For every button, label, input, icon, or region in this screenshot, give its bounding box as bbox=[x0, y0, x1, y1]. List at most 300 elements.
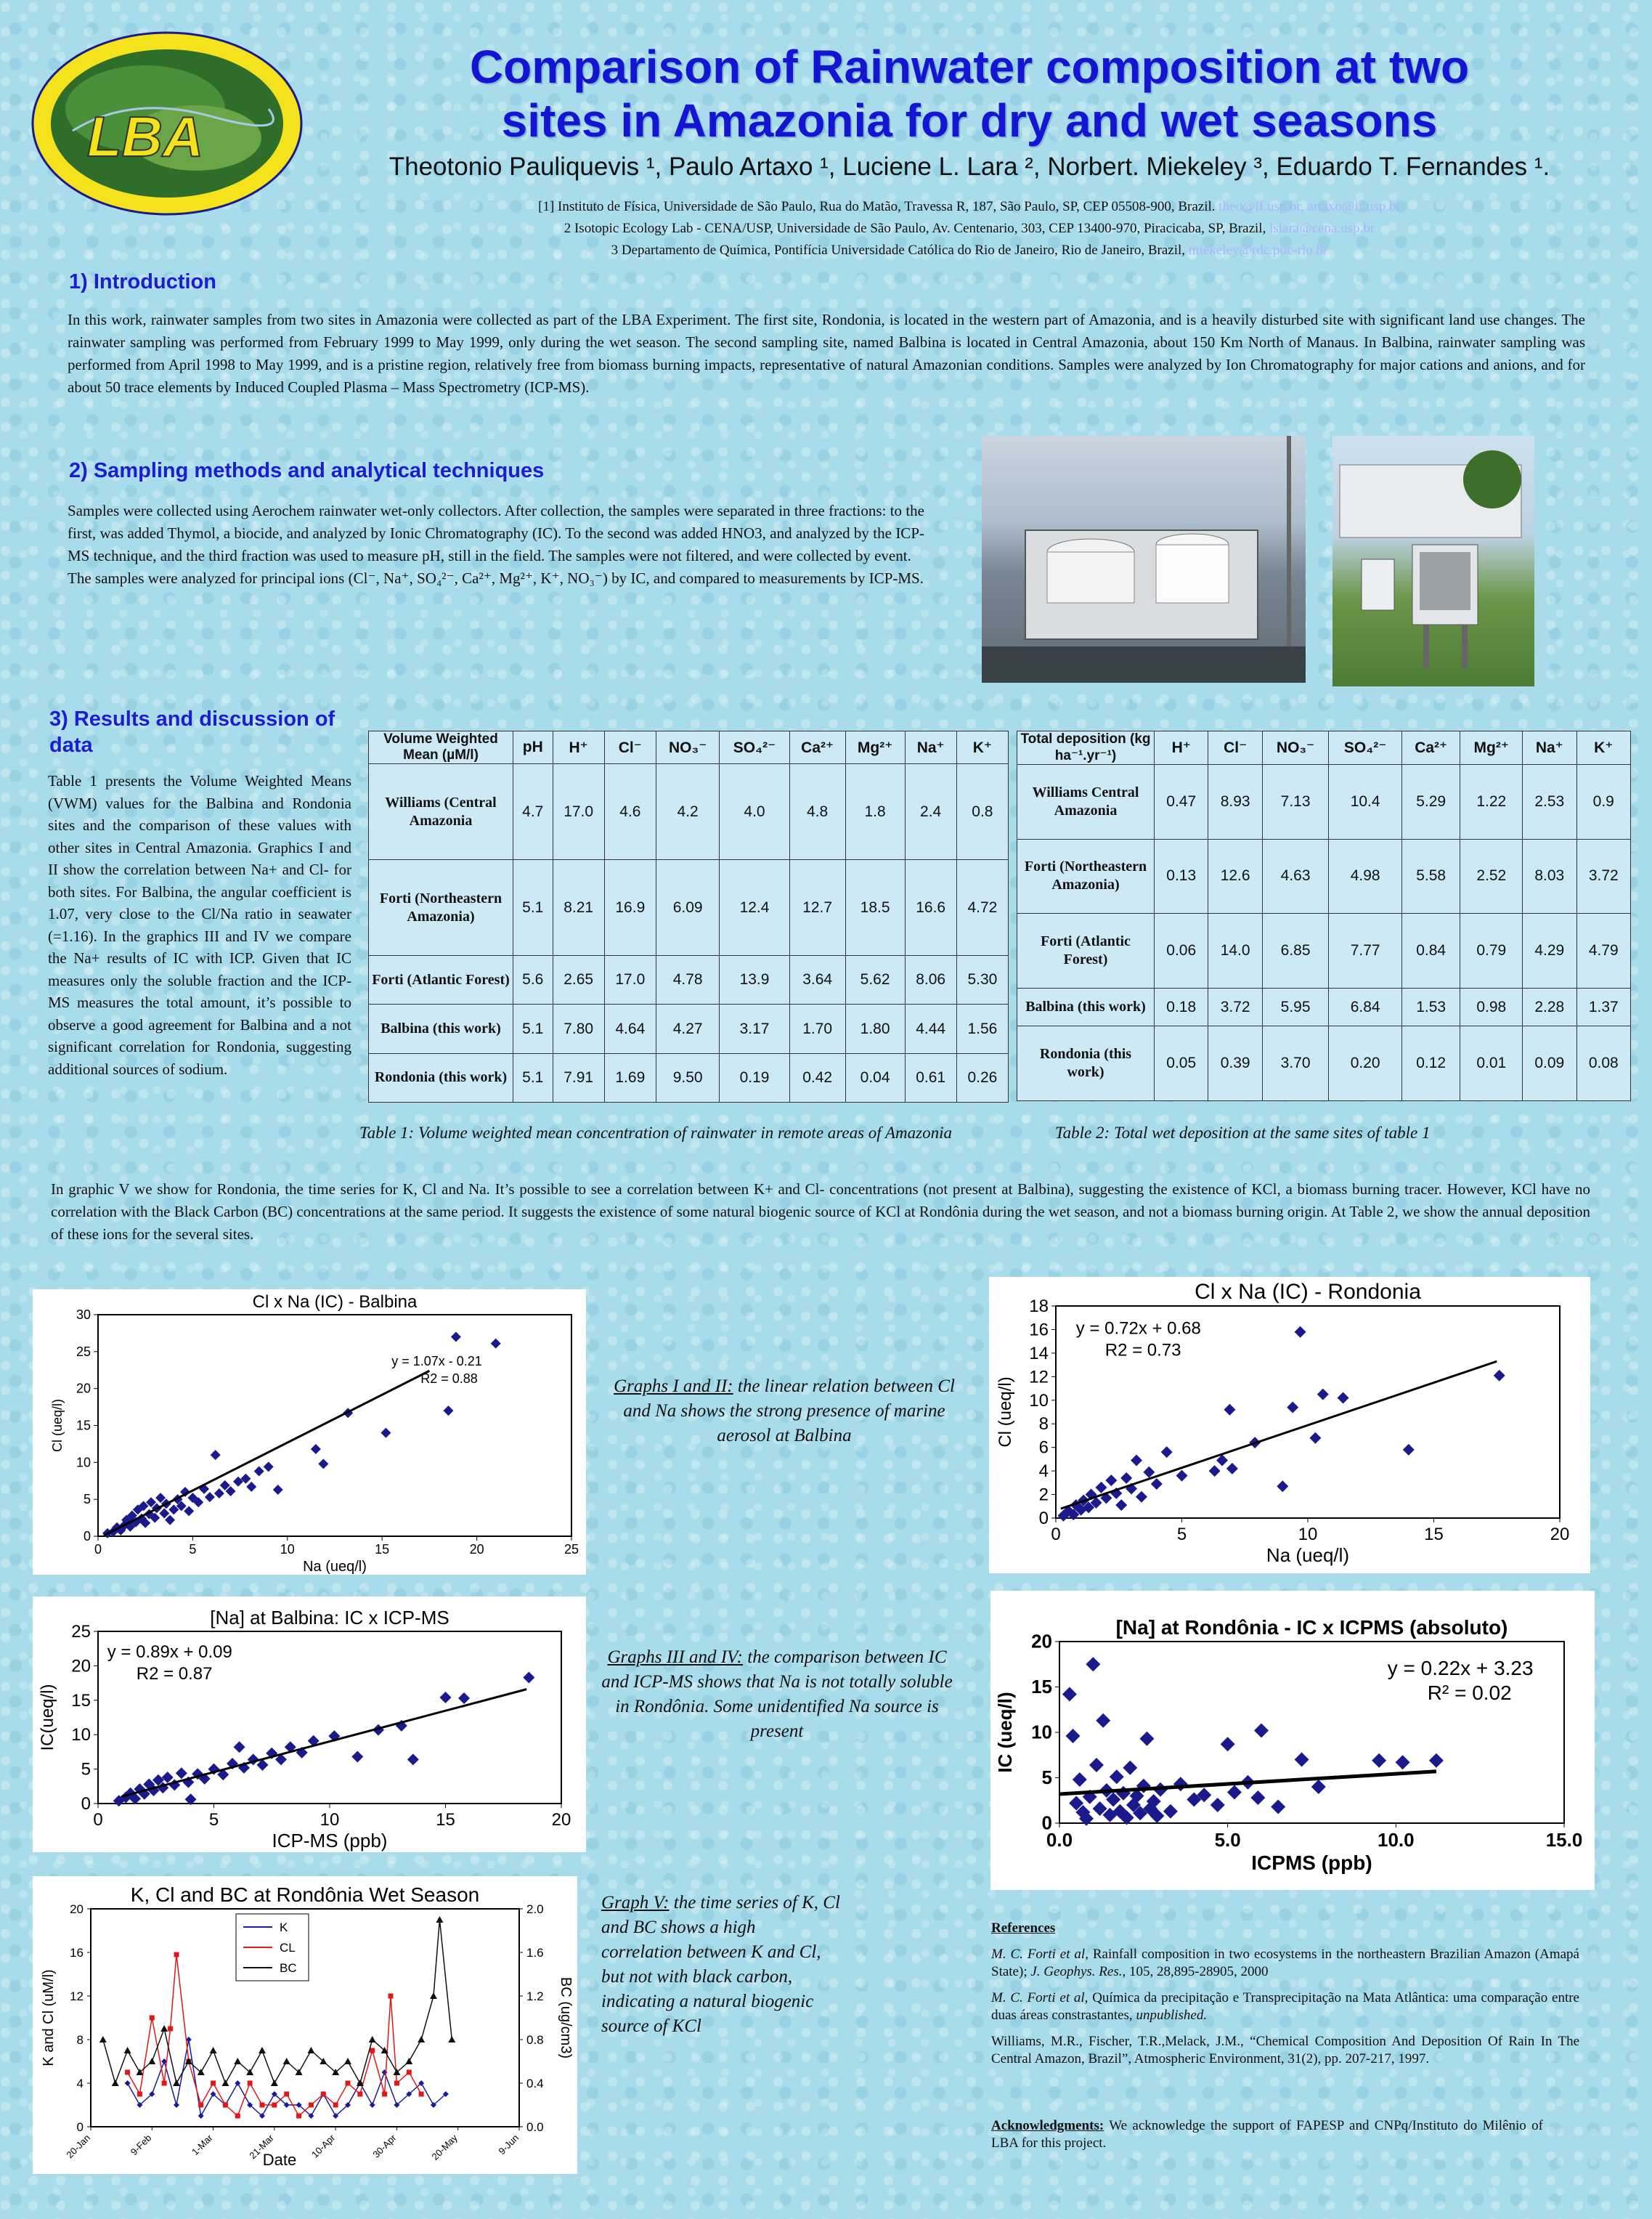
reference-2-tail: unpublished. bbox=[1136, 2008, 1208, 2023]
data-point bbox=[1403, 1444, 1415, 1456]
table-row bbox=[1017, 765, 1631, 840]
y-tick-label: 30 bbox=[76, 1307, 91, 1322]
table-value-cell: 9.50 bbox=[656, 1053, 719, 1102]
y-tick-label: 12 bbox=[70, 1989, 84, 2003]
data-point bbox=[223, 2103, 228, 2108]
data-point bbox=[1311, 1780, 1326, 1794]
data-point bbox=[162, 1772, 174, 1783]
data-point bbox=[1096, 1713, 1110, 1728]
data-point bbox=[370, 2048, 375, 2053]
data-point bbox=[1227, 1785, 1242, 1800]
photo-collector-closeup bbox=[982, 436, 1306, 683]
data-point bbox=[1250, 1790, 1265, 1805]
table-value-cell: 5.1 bbox=[513, 1005, 553, 1053]
x-tick-label: 5.0 bbox=[1214, 1829, 1241, 1851]
table-value-cell: 8.03 bbox=[1523, 839, 1576, 914]
data-point bbox=[254, 1467, 264, 1477]
y-tick-label: 14 bbox=[1029, 1343, 1049, 1363]
table-value-cell: 4.6 bbox=[604, 764, 656, 860]
table-value-cell: 17.0 bbox=[604, 956, 656, 1005]
graphs-3-4-note bbox=[595, 1645, 959, 1744]
table-value-cell: 4.98 bbox=[1329, 839, 1402, 914]
x-tick-label: 30-Apr bbox=[370, 2132, 399, 2160]
table2-header-6: Mg²⁺ bbox=[1460, 731, 1523, 765]
x-tick-label: 25 bbox=[563, 1542, 579, 1557]
data-point bbox=[1131, 1455, 1142, 1467]
chart-k-cl-bc-timeseries bbox=[33, 1876, 577, 2174]
affiliation-3-email[interactable]: miekeley@rdc.puc-rio.br bbox=[1188, 243, 1328, 258]
data-point bbox=[162, 2081, 167, 2086]
table-value-cell: 0.09 bbox=[1523, 1026, 1576, 1101]
table-value-cell: 0.84 bbox=[1401, 914, 1460, 989]
table2-header-1: H⁺ bbox=[1155, 731, 1208, 765]
table-row bbox=[1017, 1026, 1631, 1101]
reference-3: Williams, M.R., Fischer, T.R.,Melack, J.M., “Chemical Composition And Deposition Of Rain In The Central Amazon, Brazil”, Atmospheric Environment, 31(2), pp. 207-217, 1997. bbox=[991, 2034, 1579, 2066]
y2-tick-label: 1.6 bbox=[526, 1946, 544, 1960]
data-point bbox=[311, 1444, 321, 1454]
table-value-cell: 1.80 bbox=[845, 1005, 905, 1053]
data-point bbox=[344, 2058, 351, 2064]
chart-title: [Na] at Rondônia - IC x ICPMS (absoluto) bbox=[1115, 1616, 1508, 1639]
data-point bbox=[418, 2036, 425, 2042]
table-value-cell: 12.6 bbox=[1208, 839, 1262, 914]
table-value-cell: 7.13 bbox=[1262, 765, 1328, 840]
methods-paragraph-1: Samples were collected using Aerochem rainwater wet-only collectors. After collection, the samples were separated in three fractions: to the first, was added Thymol, a biocide, and analyzed by Ionic Chromatography (IC). To the second was added HNO3, and analyzed by the ICP-MS technique, and the third fraction was used to measure pH, still in the field. The samples were not filtered, and were collected by event. bbox=[68, 502, 924, 564]
data-point bbox=[273, 1485, 283, 1495]
data-point bbox=[1295, 1753, 1309, 1767]
reference-1 bbox=[991, 1946, 1579, 1981]
x-tick-label: 10 bbox=[1298, 1525, 1318, 1544]
data-point bbox=[1161, 1446, 1173, 1458]
data-point bbox=[1151, 1478, 1163, 1490]
table-value-cell: 4.2 bbox=[656, 764, 719, 860]
data-point bbox=[1338, 1392, 1349, 1404]
y-tick-label: 18 bbox=[1029, 1297, 1049, 1316]
table-value-cell: 16.9 bbox=[604, 860, 656, 956]
y-tick-label: 10 bbox=[1031, 1721, 1052, 1743]
graphs-1-2-note-title: Graphs I and II: bbox=[614, 1376, 733, 1396]
data-point bbox=[271, 2080, 278, 2086]
data-point bbox=[1086, 1657, 1100, 1671]
data-point bbox=[346, 2081, 351, 2086]
data-point bbox=[436, 1916, 443, 1923]
table-value-cell: 5.58 bbox=[1401, 839, 1460, 914]
table-site-cell: Balbina (this work) bbox=[1017, 988, 1155, 1026]
data-point bbox=[1221, 1737, 1235, 1751]
y-tick-label: 8 bbox=[76, 2033, 84, 2047]
data-point bbox=[443, 1405, 453, 1416]
y2-tick-label: 2.0 bbox=[526, 1902, 544, 1916]
data-point bbox=[1095, 1482, 1107, 1493]
table-value-cell: 0.61 bbox=[905, 1053, 956, 1102]
y-tick-label: 15 bbox=[1031, 1676, 1052, 1698]
table-row bbox=[369, 956, 1009, 1005]
table-2-header-row bbox=[1017, 731, 1631, 765]
data-point bbox=[523, 1672, 534, 1684]
table-value-cell: 0.08 bbox=[1576, 1026, 1631, 1101]
data-point bbox=[1073, 1772, 1087, 1787]
table-value-cell: 14.0 bbox=[1208, 914, 1262, 989]
affiliation-1-email[interactable]: theo@if.usp.br, artaxo@if.usp.br bbox=[1218, 199, 1401, 214]
table-value-cell: 5.95 bbox=[1262, 988, 1328, 1026]
table-value-cell: 0.06 bbox=[1155, 914, 1208, 989]
data-point bbox=[248, 2081, 253, 2086]
results-text: Table 1 presents the Volume Weighted Means (VWM) values for the Balbina and Rondonia sites and the comparison of these values with other sites in Central Amazonia. Graphics I and II show the correlation between Na+ and Cl- for both sites. For Balbina, the angular coefficient is 1.07, very close to the Cl/Na ratio in seawater (=1.16). In the graphics III and IV we compare the Na+ results of IC with ICP. Given that IC measures only the soluble fraction and the ICP-MS measures the total amount, it’s possible to observe a good agreement for Balbina and a not significant correlation for Rondonia, suggesting additional sources of sodium. bbox=[48, 772, 351, 1078]
table-value-cell: 0.26 bbox=[956, 1053, 1008, 1102]
data-point bbox=[211, 1450, 221, 1460]
x-tick-label: 20 bbox=[469, 1542, 484, 1557]
table-value-cell: 5.30 bbox=[956, 956, 1008, 1005]
y-tick-label: 4 bbox=[76, 2077, 84, 2090]
table-value-cell: 1.8 bbox=[845, 764, 905, 860]
data-point bbox=[440, 1692, 452, 1703]
reference-1-authors: M. C. Forti et al, bbox=[991, 1947, 1089, 1962]
table-value-cell: 10.4 bbox=[1329, 765, 1402, 840]
table-value-cell: 17.0 bbox=[553, 764, 604, 860]
x-tick-label: 1-Mar bbox=[190, 2132, 215, 2158]
table-value-cell: 4.29 bbox=[1523, 914, 1576, 989]
chart-na-balbina-ic-icpms bbox=[33, 1597, 586, 1852]
table1-header-1: pH bbox=[513, 731, 553, 764]
table-value-cell: 5.1 bbox=[513, 860, 553, 956]
table2-header-5: Ca²⁺ bbox=[1401, 731, 1460, 765]
regression-equation: y = 0.72x + 0.68 bbox=[1075, 1318, 1201, 1339]
acknowledgments-heading: Acknowledgments: bbox=[991, 2118, 1104, 2133]
table-value-cell: 3.64 bbox=[789, 956, 845, 1005]
table-value-cell: 4.7 bbox=[513, 764, 553, 860]
table-site-cell: Williams (Central Amazonia bbox=[369, 764, 513, 860]
data-point bbox=[1110, 1769, 1124, 1784]
table-site-cell: Rondonia (this work) bbox=[1017, 1026, 1155, 1101]
y-tick-label: 15 bbox=[76, 1418, 91, 1433]
lba-logo bbox=[29, 29, 305, 218]
table-1-header-row bbox=[369, 731, 1009, 764]
y-tick-label: 10 bbox=[71, 1725, 91, 1745]
x-tick-label: 0 bbox=[1051, 1525, 1061, 1544]
table-value-cell: 0.39 bbox=[1208, 1026, 1262, 1101]
data-point bbox=[321, 2092, 326, 2097]
regression-r2: R2 = 0.73 bbox=[1104, 1340, 1181, 1360]
data-point bbox=[112, 2080, 119, 2086]
methods-text bbox=[68, 500, 924, 590]
y-tick-label: 0 bbox=[76, 2120, 84, 2134]
y-tick-label: 5 bbox=[83, 1492, 91, 1507]
data-point bbox=[1123, 1761, 1137, 1775]
data-point bbox=[405, 2058, 412, 2064]
chart-title: Cl x Na (IC) - Balbina bbox=[252, 1292, 418, 1312]
plot-area bbox=[91, 1909, 519, 2127]
table-site-cell: Williams Central Amazonia bbox=[1017, 765, 1155, 840]
chart-title: [Na] at Balbina: IC x ICP-MS bbox=[210, 1607, 449, 1628]
chart-title: Cl x Na (IC) - Rondonia bbox=[1195, 1280, 1421, 1304]
data-point bbox=[351, 1751, 363, 1763]
data-point bbox=[381, 1428, 391, 1438]
table-value-cell: 0.9 bbox=[1576, 765, 1631, 840]
x-tick-label: 0.0 bbox=[1046, 1829, 1073, 1851]
y-tick-label: 4 bbox=[1038, 1461, 1049, 1482]
data-point bbox=[458, 1692, 470, 1704]
y-axis-label: IC (ueq/l) bbox=[994, 1692, 1016, 1773]
y-tick-label: 20 bbox=[1031, 1630, 1052, 1652]
data-point bbox=[1494, 1370, 1505, 1382]
legend-label: BC bbox=[280, 1961, 297, 1975]
intro-text: In this work, rainwater samples from two sites in Amazonia were collected as part of the LBA Experiment. The first site, Rondonia, is located in the western part of Amazonia, and is a heavily disturbed site with significant land use changes. The rainwater sampling was performed from February 1999 to May 1999, only during the wet season. The second sampling site, named Balbina is located in Central Amazonia, about 150 Km North of Manaus. In Balbina, rainwater sampling was performed from April 1998 to May 1999, and is a pristine region, relatively free from biomass burning impacts, representative of natural Amazonian conditions. Samples were analyzed by Ion Chromatography for major cations and anions, and for about 50 trace elements by Induced Coupled Plasma – Mass Spectrometry (ICP-MS). bbox=[68, 311, 1585, 396]
data-point bbox=[1309, 1432, 1321, 1444]
affiliation-3: 3 Departamento de Química, Pontifícia Universidade Católica do Rio de Janeiro, Rio de Janeiro, Brazil, bbox=[611, 243, 1186, 258]
title-line-2: sites in Amazonia for dry and wet seasons bbox=[501, 94, 1438, 147]
y-axis-label: IC(ueq/l) bbox=[38, 1684, 57, 1751]
y-tick-label: 5 bbox=[81, 1759, 91, 1780]
table-value-cell: 3.70 bbox=[1262, 1026, 1328, 1101]
affiliation-2-email[interactable]: lslara@cena.usp.br bbox=[1269, 221, 1375, 236]
data-point bbox=[176, 1767, 187, 1779]
data-point bbox=[235, 2080, 240, 2086]
data-point bbox=[124, 2047, 131, 2053]
x-tick-label: 20 bbox=[1550, 1525, 1570, 1544]
references-heading: References bbox=[991, 1920, 1056, 1936]
data-point bbox=[1271, 1800, 1285, 1814]
data-point bbox=[357, 2092, 362, 2097]
affiliation-1: [1] Instituto de Física, Universidade de São Paulo, Rua do Matão, Travessa R, 187, São Paulo, SP, CEP 05508-900, Brazil. bbox=[538, 199, 1216, 214]
data-point bbox=[309, 2103, 314, 2108]
table-value-cell: 1.22 bbox=[1460, 765, 1523, 840]
data-point bbox=[1139, 1732, 1154, 1746]
data-point bbox=[260, 2103, 265, 2108]
y-tick-label: 12 bbox=[1029, 1367, 1049, 1387]
data-point bbox=[160, 2025, 168, 2032]
table-value-cell: 2.4 bbox=[905, 764, 956, 860]
table-site-cell: Forti (Northeastern Amazonia) bbox=[1017, 839, 1155, 914]
data-point bbox=[159, 1508, 169, 1518]
y-tick-label: 0 bbox=[83, 1529, 91, 1543]
table-value-cell: 7.91 bbox=[553, 1053, 604, 1102]
reference-1-text: Rainfall composition in two ecosystems in the northeastern Brazilian Amazon (Amapá State); bbox=[991, 1947, 1579, 1979]
x-axis-label: Date bbox=[262, 2151, 297, 2169]
data-point bbox=[1066, 1729, 1081, 1743]
table-value-cell: 5.29 bbox=[1401, 765, 1460, 840]
y-tick-label: 20 bbox=[71, 1656, 91, 1676]
data-point bbox=[1396, 1755, 1410, 1769]
data-point bbox=[296, 2114, 301, 2119]
table-1 bbox=[368, 731, 1009, 1103]
data-point bbox=[369, 2036, 376, 2042]
table-value-cell: 6.85 bbox=[1262, 914, 1328, 989]
regression-equation: y = 0.22x + 3.23 bbox=[1387, 1657, 1534, 1679]
table-value-cell: 4.63 bbox=[1262, 839, 1328, 914]
data-point bbox=[174, 1952, 179, 1958]
y-tick-label: 25 bbox=[76, 1344, 91, 1359]
data-point bbox=[198, 2113, 204, 2119]
data-point bbox=[174, 2102, 179, 2108]
data-point bbox=[137, 2092, 142, 2097]
table-value-cell: 3.72 bbox=[1576, 839, 1631, 914]
data-point bbox=[1120, 1472, 1132, 1484]
table1-header-2: H⁺ bbox=[553, 731, 604, 764]
x-tick-label: 9-Jun bbox=[496, 2132, 521, 2157]
x-tick-label: 21-Mar bbox=[247, 2132, 276, 2162]
table-2 bbox=[1017, 731, 1631, 1101]
table-site-cell: Forti (Atlantic Forest) bbox=[369, 956, 513, 1005]
x-tick-label: 10 bbox=[320, 1810, 340, 1830]
table-value-cell: 8.06 bbox=[905, 956, 956, 1005]
table2-header-4: SO₄²⁻ bbox=[1329, 731, 1402, 765]
table-value-cell: 4.0 bbox=[720, 764, 789, 860]
table1-header-7: Mg²⁺ bbox=[845, 731, 905, 764]
y-tick-label: 0 bbox=[1041, 1812, 1052, 1834]
reference-2-text: Química da precipitação e Transprecipitação na Mata Atlântica: uma comparação entre duas áreas constrastantes, bbox=[991, 1990, 1579, 2023]
chart-cl-na-rondonia bbox=[989, 1277, 1590, 1573]
table-value-cell: 1.69 bbox=[604, 1053, 656, 1102]
x-tick-label: 10.0 bbox=[1378, 1829, 1415, 1851]
data-point bbox=[283, 2058, 290, 2064]
data-point bbox=[451, 1332, 461, 1342]
table-value-cell: 1.37 bbox=[1576, 988, 1631, 1026]
data-point bbox=[272, 2103, 277, 2108]
poster-title bbox=[320, 40, 1619, 147]
regression-equation: y = 0.89x + 0.09 bbox=[107, 1642, 232, 1662]
data-point bbox=[1429, 1753, 1444, 1768]
x-tick-label: 5 bbox=[1176, 1525, 1187, 1544]
table-value-cell: 5.62 bbox=[845, 956, 905, 1005]
data-point bbox=[259, 2047, 266, 2053]
table-value-cell: 2.28 bbox=[1523, 988, 1576, 1026]
legend-label: CL bbox=[280, 1941, 296, 1955]
data-point bbox=[430, 1992, 437, 1999]
table-row bbox=[1017, 839, 1631, 914]
y-tick-label: 16 bbox=[1029, 1320, 1049, 1340]
data-point bbox=[382, 2092, 387, 2097]
table-value-cell: 1.53 bbox=[1401, 988, 1460, 1026]
photo-collector-site bbox=[1332, 436, 1534, 686]
results-heading: 3) Results and discussion of data bbox=[49, 707, 335, 757]
table-value-cell: 6.84 bbox=[1329, 988, 1402, 1026]
data-point bbox=[1176, 1470, 1188, 1482]
data-point bbox=[1115, 1499, 1127, 1511]
x-axis-label: ICPMS (ppb) bbox=[1251, 1851, 1372, 1874]
table-value-cell: 2.52 bbox=[1460, 839, 1523, 914]
authors: Theotonio Pauliquevis ¹, Paulo Artaxo ¹, Luciene L. Lara ², Norbert. Miekeley ³, Eduardo T. Fernandes ¹. bbox=[388, 153, 1550, 181]
table-site-cell: Balbina (this work) bbox=[369, 1005, 513, 1053]
table-row bbox=[1017, 988, 1631, 1026]
y-tick-label: 5 bbox=[1041, 1766, 1052, 1789]
y-tick-label: 2 bbox=[1038, 1485, 1049, 1505]
table-value-cell: 0.12 bbox=[1401, 1026, 1460, 1101]
y-tick-label: 20 bbox=[70, 1902, 84, 1916]
chart-na-rondonia-ic-icpms bbox=[990, 1591, 1595, 1890]
graphs-3-4-note-text: the comparison between IC and ICP-MS shows that Na is not totally soluble in Rondônia. Some unidentified Na source is present bbox=[601, 1647, 953, 1741]
regression-r2: R2 = 0.87 bbox=[136, 1663, 213, 1684]
graphs-1-2-note bbox=[610, 1374, 959, 1448]
y-tick-label: 10 bbox=[1029, 1390, 1049, 1411]
table-site-cell: Rondonia (this work) bbox=[369, 1053, 513, 1102]
data-point bbox=[1143, 1467, 1155, 1478]
table-value-cell: 3.17 bbox=[720, 1005, 789, 1053]
data-point bbox=[491, 1339, 501, 1349]
trend-line bbox=[121, 1689, 526, 1797]
affiliations bbox=[320, 196, 1619, 261]
legend-label: K bbox=[280, 1920, 288, 1934]
data-point bbox=[394, 2081, 399, 2086]
table-value-cell: 7.80 bbox=[553, 1005, 604, 1053]
x-tick-label: 0 bbox=[93, 1810, 103, 1830]
table-value-cell: 8.21 bbox=[553, 860, 604, 956]
table-value-cell: 2.65 bbox=[553, 956, 604, 1005]
table-value-cell: 4.78 bbox=[656, 956, 719, 1005]
intro-heading: 1) Introduction bbox=[69, 270, 216, 293]
x-axis-label: Na (ueq/l) bbox=[303, 1559, 367, 1575]
data-point bbox=[1224, 1404, 1235, 1416]
data-point bbox=[370, 2102, 375, 2108]
data-point bbox=[382, 2069, 388, 2075]
table2-header-2: Cl⁻ bbox=[1208, 731, 1262, 765]
table1-header-0: Volume Weighted Mean (µM/l) bbox=[369, 731, 513, 764]
table-value-cell: 4.44 bbox=[905, 1005, 956, 1053]
table-value-cell: 2.53 bbox=[1523, 765, 1576, 840]
table2-header-7: Na⁺ bbox=[1523, 731, 1576, 765]
table-site-cell: Forti (Atlantic Forest) bbox=[1017, 914, 1155, 989]
y2-tick-label: 0.0 bbox=[526, 2120, 544, 2134]
table1-header-3: Cl⁻ bbox=[604, 731, 656, 764]
data-point bbox=[173, 2080, 180, 2086]
table1-header-8: Na⁺ bbox=[905, 731, 956, 764]
table-value-cell: 0.47 bbox=[1155, 765, 1208, 840]
table-value-cell: 12.4 bbox=[720, 860, 789, 956]
table2-header-8: K⁺ bbox=[1576, 731, 1631, 765]
table-value-cell: 16.6 bbox=[905, 860, 956, 956]
chart-title: K, Cl and BC at Rondônia Wet Season bbox=[130, 1883, 480, 1906]
data-point bbox=[205, 1492, 215, 1502]
data-point bbox=[198, 2103, 203, 2108]
table1-header-4: NO₃⁻ bbox=[656, 731, 719, 764]
methods-paragraph-2: The samples were analyzed for principal ions (Cl⁻, Na⁺, SO₄²⁻, Ca²⁺, Mg²⁺, K⁺, NO₃⁻) by IC, and compared to measurements by ICP-MS. bbox=[68, 569, 924, 587]
y-tick-label: 10 bbox=[76, 1455, 91, 1470]
chart-cl-na-balbina bbox=[33, 1289, 586, 1575]
data-point bbox=[1254, 1724, 1269, 1738]
x-axis-label: ICP-MS (ppb) bbox=[272, 1830, 388, 1851]
data-point bbox=[214, 1488, 224, 1498]
table-value-cell: 4.27 bbox=[656, 1005, 719, 1053]
y-tick-label: 0 bbox=[1038, 1509, 1049, 1528]
table-value-cell: 8.93 bbox=[1208, 765, 1262, 840]
x-tick-label: 15 bbox=[375, 1542, 390, 1557]
data-point bbox=[407, 1753, 419, 1765]
data-point bbox=[1105, 1474, 1117, 1486]
reference-1-journal: J. Geophys. Res. bbox=[1030, 1964, 1123, 1979]
data-point bbox=[307, 2047, 314, 2053]
data-point bbox=[1136, 1491, 1147, 1503]
data-point bbox=[165, 1515, 175, 1525]
y-tick-label: 8 bbox=[1038, 1414, 1049, 1435]
table-value-cell: 4.64 bbox=[604, 1005, 656, 1053]
data-point bbox=[1062, 1687, 1077, 1702]
data-point bbox=[1089, 1758, 1104, 1772]
table-value-cell: 0.19 bbox=[720, 1053, 789, 1102]
y-tick-label: 15 bbox=[71, 1690, 91, 1711]
data-point bbox=[448, 2036, 455, 2042]
data-point bbox=[1163, 1804, 1178, 1819]
data-point bbox=[150, 2016, 155, 2021]
y-axis-label: Cl (ueq/l) bbox=[996, 1376, 1015, 1448]
x-tick-label: 15.0 bbox=[1545, 1829, 1583, 1851]
table-2-caption: Table 2: Total wet deposition at the same sites of table 1 bbox=[1055, 1124, 1431, 1142]
reference-1-tail: , 105, 28,895-28905, 2000 bbox=[1122, 1964, 1269, 1979]
x-tick-label: 10 bbox=[280, 1542, 295, 1557]
y-axis-label: K and Cl (uM/l) bbox=[41, 1969, 57, 2066]
table-value-cell: 4.72 bbox=[956, 860, 1008, 956]
regression-equation: y = 1.07x - 0.21 bbox=[391, 1353, 482, 1368]
affiliation-2: 2 Isotopic Ecology Lab - CENA/USP, Universidade de São Paulo, Av. Centenario, 303, CEP 13400-970, Piracicaba, SP, Brazil, bbox=[563, 221, 1266, 236]
table1-header-5: SO₄²⁻ bbox=[720, 731, 789, 764]
